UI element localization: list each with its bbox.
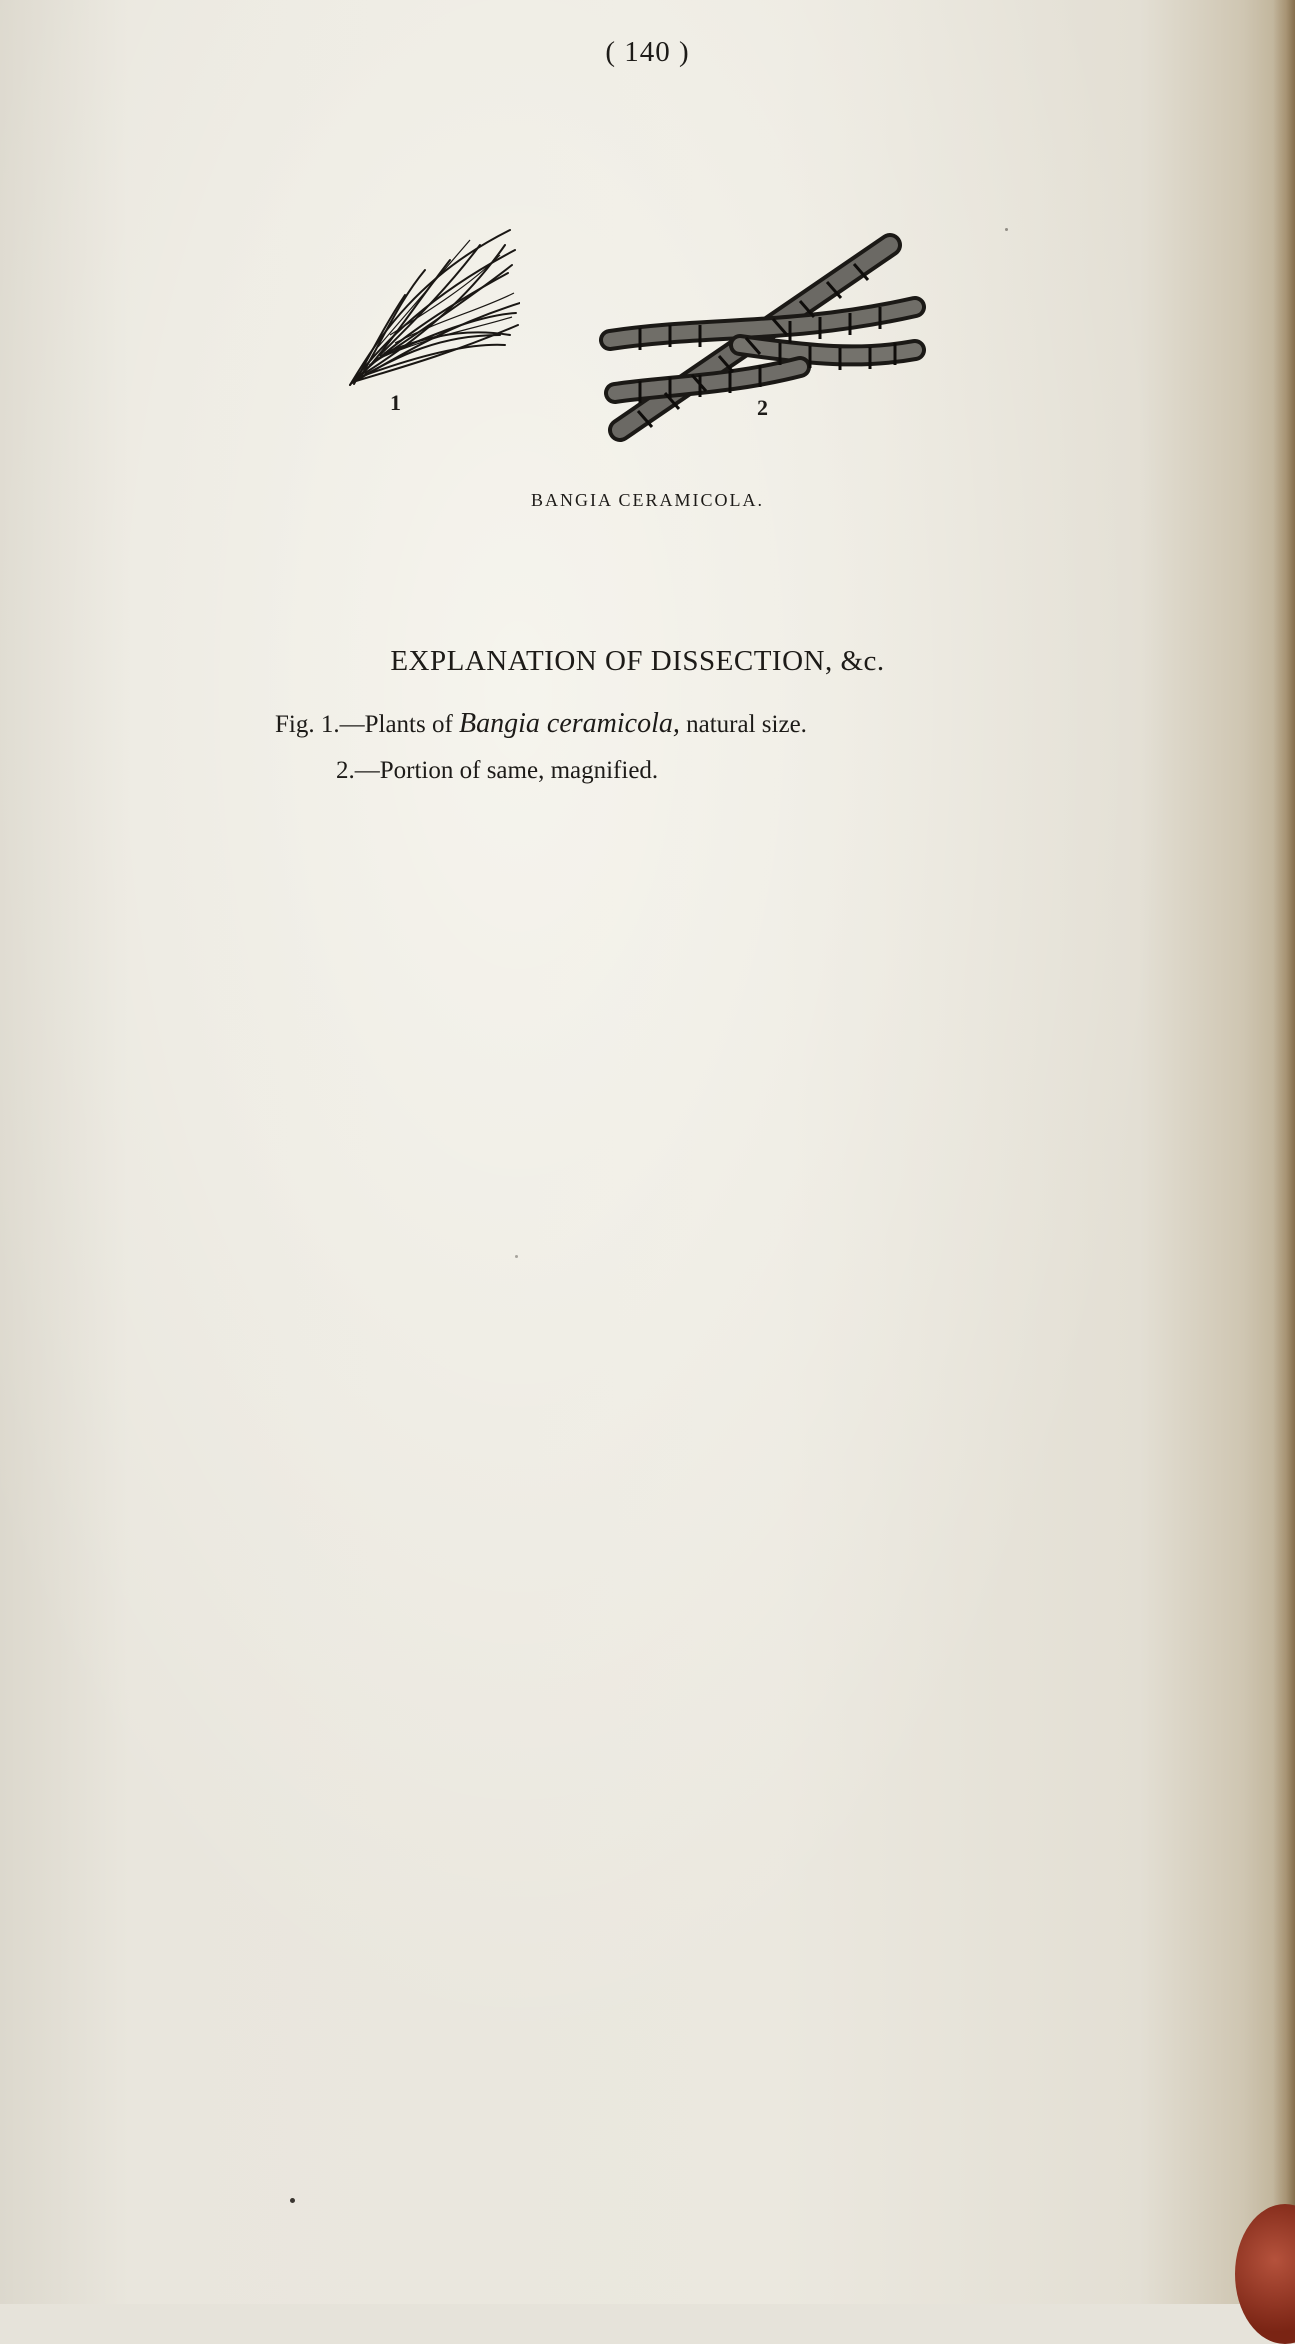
figure-1-label: 1 <box>390 390 401 415</box>
page-edge-shadow <box>1273 0 1295 2304</box>
fig-1-prefix: Fig. 1.—Plants of <box>275 711 460 738</box>
figure-2-label: 2 <box>757 395 768 420</box>
fig-2-description: 2.—Portion of same, magnified. <box>336 757 659 784</box>
paper-speck <box>515 1255 518 1258</box>
bookmark-ribbon <box>1235 2204 1295 2344</box>
explanation-heading: EXPLANATION OF DISSECTION, &c. <box>390 645 885 677</box>
page-number: ( 140 ) <box>605 36 690 68</box>
figure-1-plant-drawing <box>330 215 520 395</box>
species-name: Bangia ceramicola, <box>459 708 680 739</box>
fig-1-suffix: natural size. <box>679 711 807 738</box>
figure-caption: BANGIA CERAMICOLA. <box>530 490 764 510</box>
figure-illustration <box>330 215 950 445</box>
paper-speck <box>290 2198 295 2203</box>
paper-speck <box>1005 228 1008 231</box>
fig-1-description <box>275 708 807 740</box>
